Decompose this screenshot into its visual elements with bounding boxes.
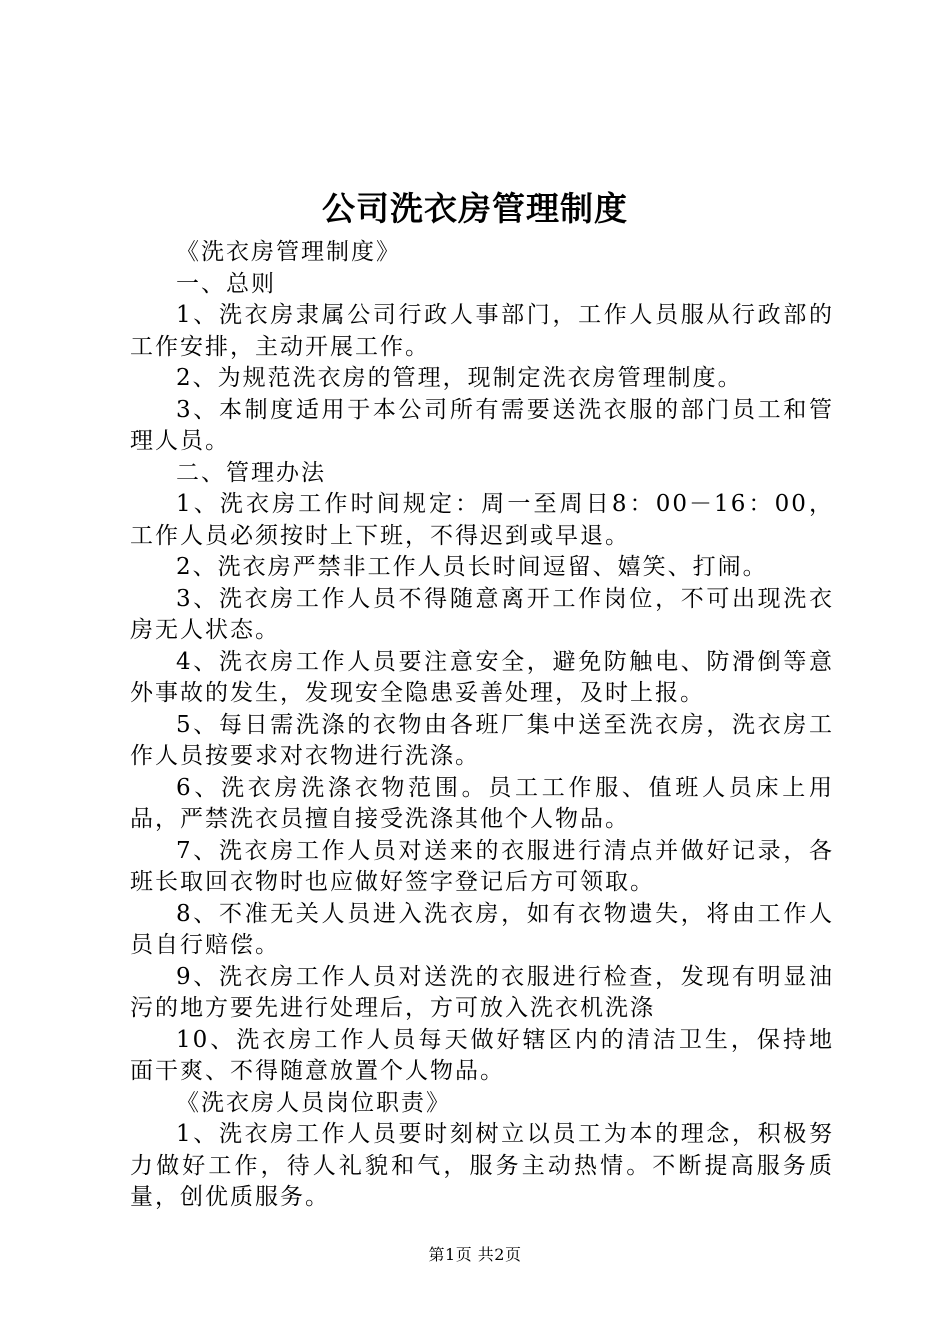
paragraph: 4、洗衣房工作人员要注意安全，避免防触电、防滑倒等意外事故的发生，发现安全隐患妥善处理，及时上报。 bbox=[130, 648, 834, 706]
section-title-paragraph: 《洗衣房管理制度》 bbox=[176, 239, 401, 265]
paragraph: 3、本制度适用于本公司所有需要送洗衣服的部门员工和管理人员。 bbox=[130, 396, 834, 454]
paragraph: 8、不准无关人员进入洗衣房，如有衣物遗失，将由工作人员自行赔偿。 bbox=[130, 900, 834, 958]
paragraph: 2、为规范洗衣房的管理，现制定洗衣房管理制度。 bbox=[176, 365, 743, 391]
document-title: 公司洗衣房管理制度 bbox=[322, 189, 628, 228]
paragraph: 1、洗衣房隶属公司行政人事部门，工作人员服从行政部的工作安排，主动开展工作。 bbox=[130, 302, 834, 360]
paragraph: 7、洗衣房工作人员对送来的衣服进行清点并做好记录，各班长取回衣物时也应做好签字登记后方可领取。 bbox=[130, 837, 834, 895]
paragraph: 9、洗衣房工作人员对送洗的衣服进行检查，发现有明显油污的地方要先进行处理后，方可放入洗衣机洗涤 bbox=[130, 963, 834, 1021]
paragraph: 5、每日需洗涤的衣物由各班厂集中送至洗衣房，洗衣房工作人员按要求对衣物进行洗涤。 bbox=[130, 711, 834, 769]
paragraph: 6、洗衣房洗涤衣物范围。员工工作服、值班人员床上用品，严禁洗衣员擅自接受洗涤其他个人物品。 bbox=[130, 774, 834, 832]
section-title-paragraph: 《洗衣房人员岗位职责》 bbox=[176, 1089, 451, 1116]
paragraph: 1、洗衣房工作时间规定：周一至周日8：00－16：00，工作人员必须按时上下班，不得迟到或早退。 bbox=[130, 491, 834, 549]
page-number-footer: 第1页 共2页 bbox=[428, 1245, 522, 1264]
paragraph: 10、洗衣房工作人员每天做好辖区内的清洁卫生，保持地面干爽、不得随意放置个人物品。 bbox=[130, 1026, 834, 1084]
section-heading: 二、管理办法 bbox=[176, 459, 326, 486]
paragraph: 1、洗衣房工作人员要时刻树立以员工为本的理念，积极努力做好工作，待人礼貌和气，服务主动热情。不断提高服务质量，创优质服务。 bbox=[130, 1121, 834, 1210]
paragraph: 3、洗衣房工作人员不得随意离开工作岗位，不可出现洗衣房无人状态。 bbox=[130, 585, 834, 643]
paragraph: 2、洗衣房严禁非工作人员长时间逗留、嬉笑、打闹。 bbox=[176, 554, 768, 580]
document-body bbox=[130, 237, 834, 1214]
section-heading: 一、总则 bbox=[176, 270, 276, 297]
